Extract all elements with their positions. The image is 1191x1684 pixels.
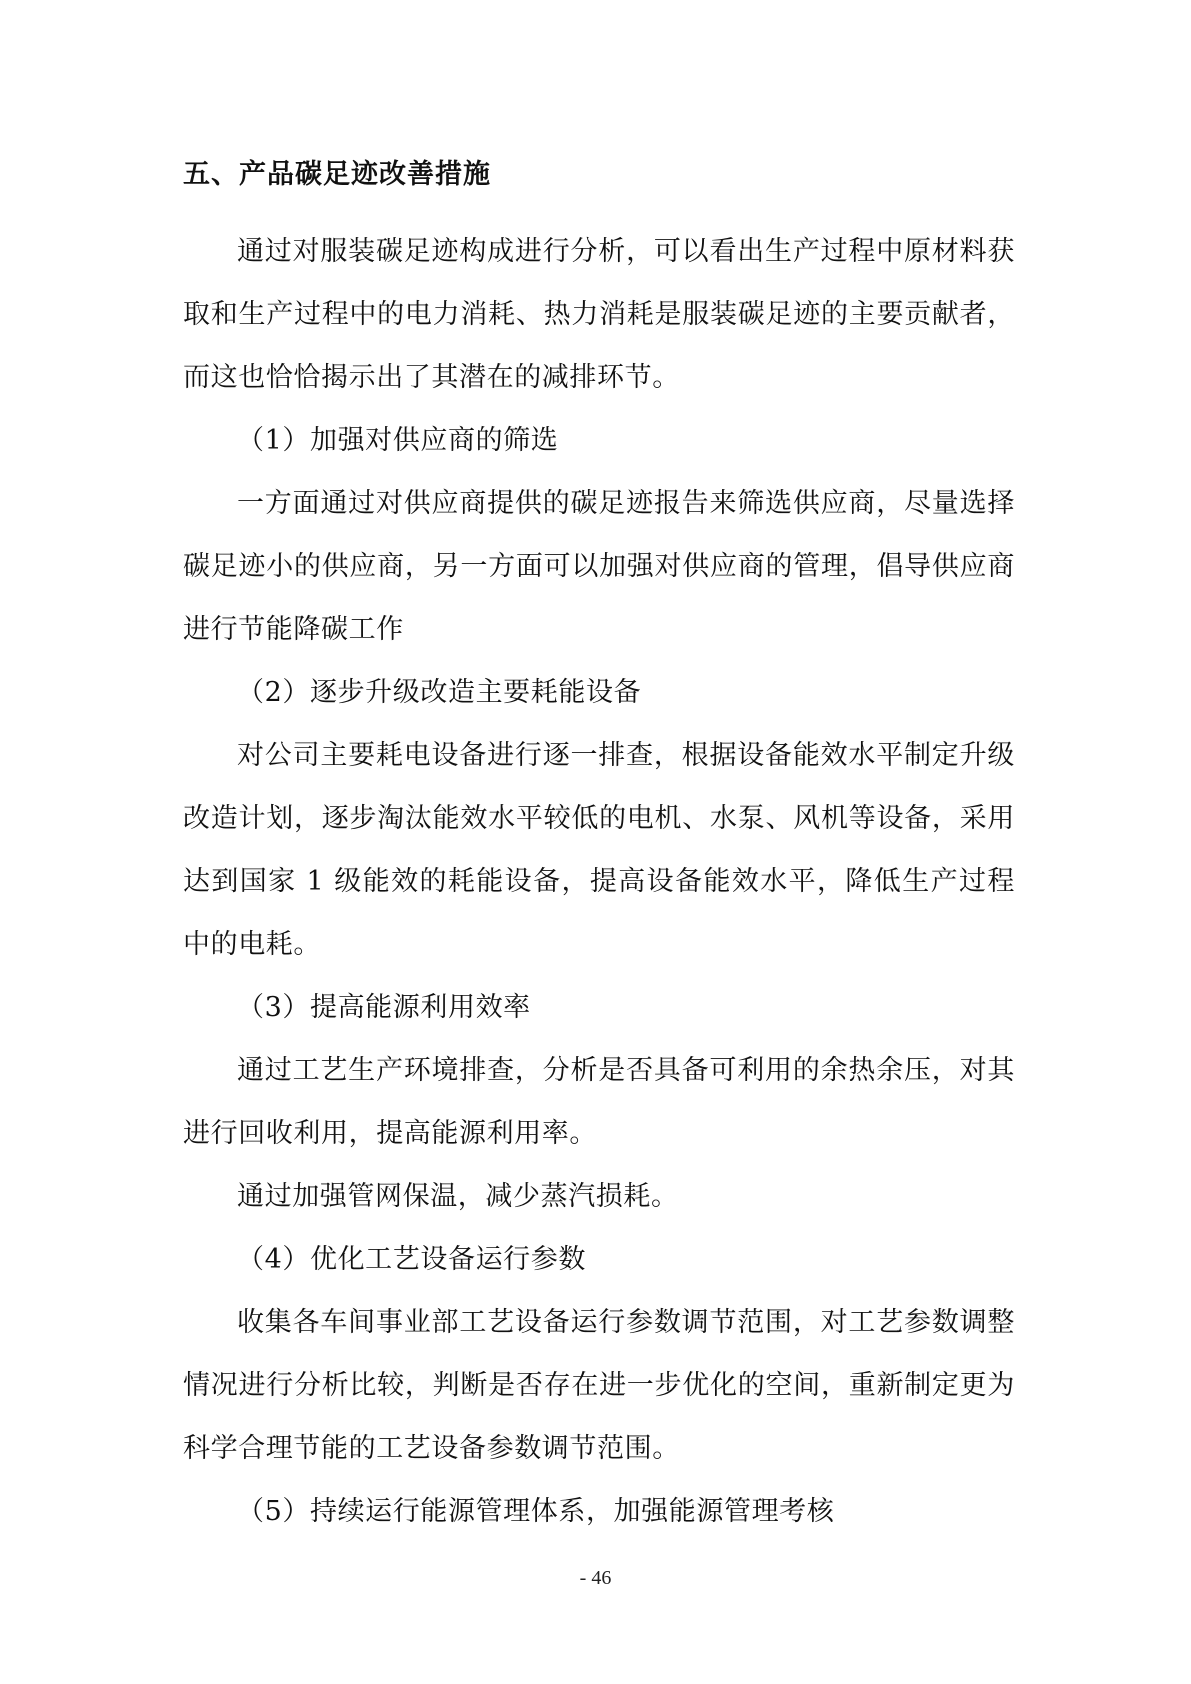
subsection-title-4: （4）优化工艺设备运行参数 [237, 1244, 586, 1275]
subsection-title-5: （5）持续运行能源管理体系，加强能源管理考核 [237, 1496, 835, 1527]
subsection-4-paragraph-1: 收集各车间事业部工艺设备运行参数调节范围，对工艺参数调整情况进行分析比较，判断是否存在进一步优化的空间，重新制定更为科学合理节能的工艺设备参数调节范围。 [183, 1307, 1015, 1464]
subsection-title-2: （2）逐步升级改造主要耗能设备 [237, 677, 642, 708]
intro-paragraph: 通过对服装碳足迹构成进行分析，可以看出生产过程中原材料获取和生产过程中的电力消耗、热力消耗是服装碳足迹的主要贡献者，而这也恰恰揭示出了其潜在的减排环节。 [183, 236, 1015, 393]
section-heading: 五、产品碳足迹改善措施 [183, 159, 491, 190]
subsection-title-1: （1）加强对供应商的筛选 [237, 425, 559, 456]
page-number: - 46 [579, 1567, 612, 1589]
page-content [183, 148, 1015, 1543]
subsection-3-paragraph-1: 通过工艺生产环境排查，分析是否具备可利用的余热余压，对其进行回收利用，提高能源利用率。 [183, 1055, 1015, 1149]
subsection-1-paragraph-1: 一方面通过对供应商提供的碳足迹报告来筛选供应商，尽量选择碳足迹小的供应商，另一方面可以加强对供应商的管理，倡导供应商进行节能降碳工作 [183, 488, 1015, 645]
subsection-3-paragraph-2: 通过加强管网保温，减少蒸汽损耗。 [237, 1181, 679, 1212]
subsection-title-3: （3）提高能源利用效率 [237, 992, 531, 1023]
subsection-2-paragraph-1: 对公司主要耗电设备进行逐一排查，根据设备能效水平制定升级改造计划，逐步淘汰能效水平较低的电机、水泵、风机等设备，采用达到国家 1 级能效的耗能设备，提高设备能效水平，降低生产过程中的电耗。 [183, 740, 1015, 960]
